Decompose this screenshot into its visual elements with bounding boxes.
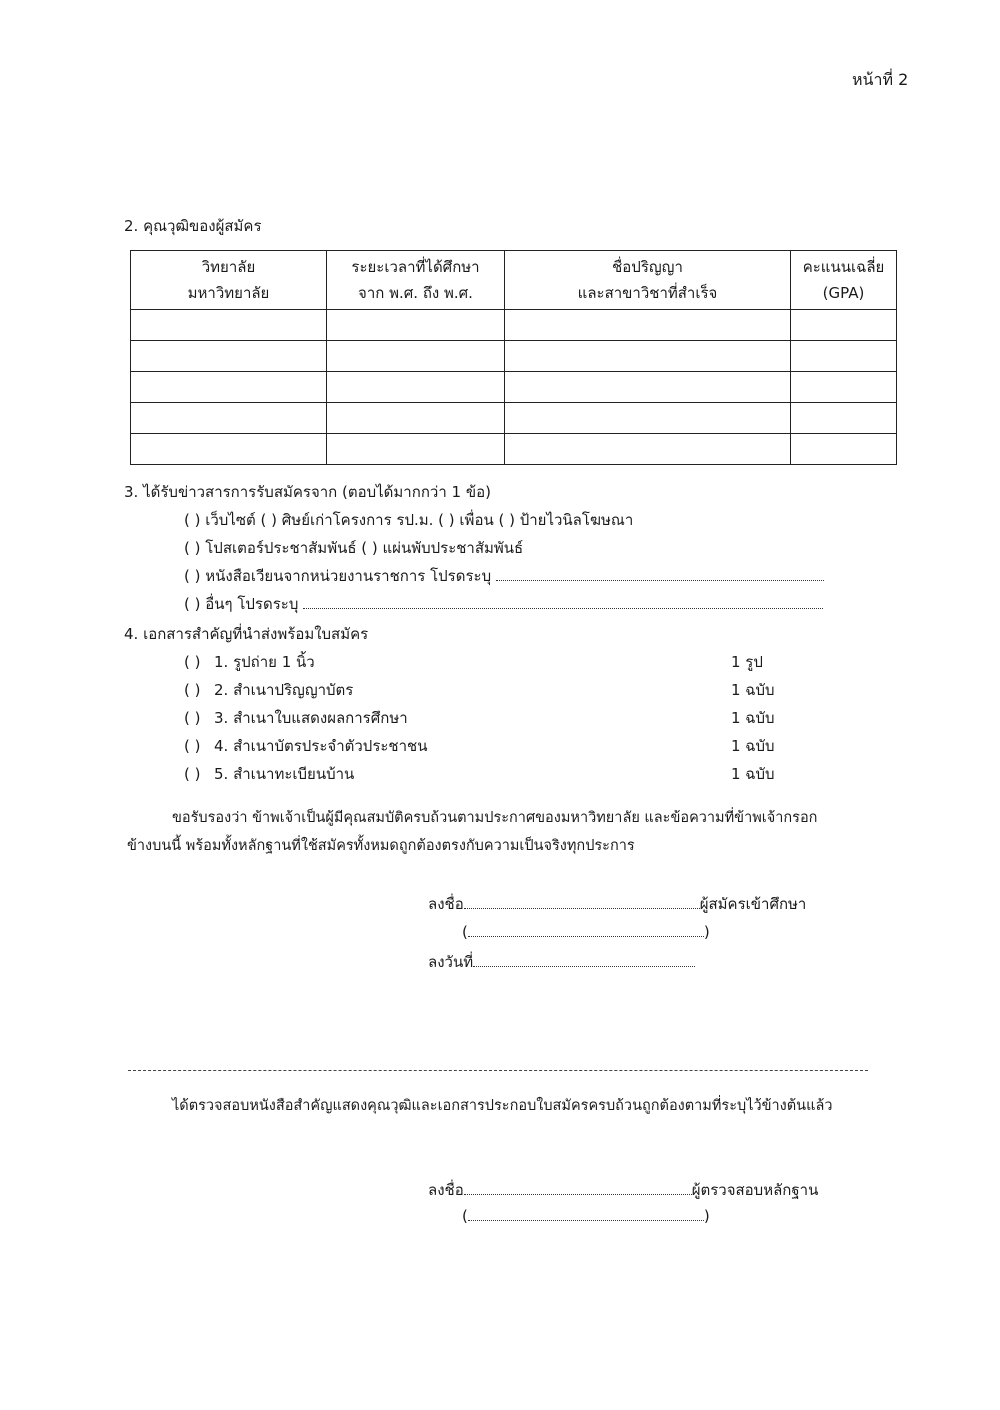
table-cell[interactable] xyxy=(327,310,505,341)
table-cell[interactable] xyxy=(791,434,897,465)
header-study-period: ระยะเวลาที่ได้ศึกษา จาก พ.ศ. ถึง พ.ศ. xyxy=(327,251,505,310)
source-options-line2[interactable]: ( ) โปสเตอร์ประชาสัมพันธ์ ( ) แผ่นพับประชาสัมพันธ์ xyxy=(184,539,524,557)
verifier-name-field[interactable] xyxy=(468,1206,704,1221)
document-item xyxy=(184,762,354,786)
government-specify-field[interactable] xyxy=(496,566,824,581)
applicant-sign-label: ลงชื่อ xyxy=(428,895,464,913)
verifier-sign-label: ลงชื่อ xyxy=(428,1181,464,1199)
document-item xyxy=(184,706,408,730)
header-gpa: คะแนนเฉลี่ย (GPA) xyxy=(791,251,897,310)
document-qty: 1 รูป xyxy=(731,653,763,671)
verification-statement: ได้ตรวจสอบหนังสือสำคัญแสดงคุณวุฒิและเอกสารประกอบใบสมัครครบถ้วนถูกต้องตามที่ระบุไว้ข้างต้นแล้ว xyxy=(172,1098,833,1114)
table-cell[interactable] xyxy=(791,403,897,434)
document-checkbox[interactable]: ( ) xyxy=(184,709,201,727)
source-option-other xyxy=(184,592,823,616)
section4-title: 4. เอกสารสำคัญที่นำส่งพร้อมใบสมัคร xyxy=(124,625,369,643)
table-row xyxy=(131,434,897,465)
paren-open: ( xyxy=(462,1207,468,1225)
table-header-row xyxy=(131,251,897,310)
document-checkbox[interactable]: ( ) xyxy=(184,765,201,783)
document-checkbox[interactable]: ( ) xyxy=(184,737,201,755)
table-cell[interactable] xyxy=(131,341,327,372)
table-cell[interactable] xyxy=(505,310,791,341)
document-item xyxy=(184,734,427,758)
source-option-government xyxy=(184,564,824,588)
table-cell[interactable] xyxy=(791,310,897,341)
table-cell[interactable] xyxy=(131,434,327,465)
table-cell[interactable] xyxy=(327,341,505,372)
source-option-government-label[interactable]: ( ) หนังสือเวียนจากหน่วยงานราชการ โปรดระบุ xyxy=(184,567,492,585)
document-label: 5. สำเนาทะเบียนบ้าน xyxy=(214,765,355,783)
document-item xyxy=(184,650,315,674)
source-options-line1[interactable]: ( ) เว็บไซต์ ( ) ศิษย์เก่าโครงการ รป.ม. ( ) เพื่อน ( ) ป้ายไวนิลโฆษณา xyxy=(184,511,634,529)
table-cell[interactable] xyxy=(505,434,791,465)
section3-title: 3. ได้รับข่าวสารการรับสมัครจาก (ตอบได้มากกว่า 1 ข้อ) xyxy=(124,483,491,501)
applicant-date-line xyxy=(428,950,695,974)
table-row xyxy=(131,372,897,403)
certification-line1: ขอรับรองว่า ข้าพเจ้าเป็นผู้มีคุณสมบัติครบถ้วนตามประกาศของมหาวิทยาลัย และข้อความที่ข้าพเจ้ากรอก xyxy=(172,810,818,826)
applicant-name-field[interactable] xyxy=(468,922,704,937)
table-cell[interactable] xyxy=(131,403,327,434)
table-row xyxy=(131,310,897,341)
section2-title: 2. คุณวุฒิของผู้สมัคร xyxy=(124,217,262,235)
table-row xyxy=(131,403,897,434)
header-degree: ชื่อปริญญา และสาขาวิชาที่สำเร็จ xyxy=(505,251,791,310)
dashed-divider xyxy=(128,1070,868,1071)
certification-line2: ข้างบนนี้ พร้อมทั้งหลักฐานที่ใช้สมัครทั้งหมดถูกต้องตรงกับความเป็นจริงทุกประการ xyxy=(127,838,635,854)
verifier-signature-field[interactable] xyxy=(464,1180,692,1195)
document-label: 2. สำเนาปริญญาบัตร xyxy=(214,681,354,699)
table-cell[interactable] xyxy=(327,372,505,403)
table-row xyxy=(131,341,897,372)
table-cell[interactable] xyxy=(131,310,327,341)
table-cell[interactable] xyxy=(505,403,791,434)
document-checkbox[interactable]: ( ) xyxy=(184,653,201,671)
document-label: 4. สำเนาบัตรประจำตัวประชาชน xyxy=(214,737,428,755)
applicant-name-line xyxy=(462,922,710,941)
table-cell[interactable] xyxy=(131,372,327,403)
verifier-name-line xyxy=(462,1206,710,1225)
verifier-signature-line xyxy=(428,1178,818,1202)
document-label: 1. รูปถ่าย 1 นิ้ว xyxy=(214,653,315,671)
applicant-role: ผู้สมัครเข้าศึกษา xyxy=(699,895,807,913)
header-institution: วิทยาลัย มหาวิทยาลัย xyxy=(131,251,327,310)
applicant-signature-line xyxy=(428,892,806,916)
table-cell[interactable] xyxy=(791,341,897,372)
applicant-date-label: ลงวันที่ xyxy=(428,953,474,971)
document-qty: 1 ฉบับ xyxy=(731,765,775,783)
other-specify-field[interactable] xyxy=(303,594,823,609)
applicant-date-field[interactable] xyxy=(473,952,695,967)
table-cell[interactable] xyxy=(505,372,791,403)
paren-close: ) xyxy=(703,1207,710,1225)
document-item xyxy=(184,678,353,702)
document-label: 3. สำเนาใบแสดงผลการศึกษา xyxy=(214,709,408,727)
table-cell[interactable] xyxy=(791,372,897,403)
paren-open: ( xyxy=(462,923,468,941)
table-cell[interactable] xyxy=(327,434,505,465)
paren-close: ) xyxy=(703,923,710,941)
document-checkbox[interactable]: ( ) xyxy=(184,681,201,699)
source-option-other-label[interactable]: ( ) อื่นๆ โปรดระบุ xyxy=(184,595,299,613)
page-number: หน้าที่ 2 xyxy=(852,70,909,89)
document-qty: 1 ฉบับ xyxy=(731,737,775,755)
verifier-role: ผู้ตรวจสอบหลักฐาน xyxy=(691,1181,819,1199)
table-cell[interactable] xyxy=(505,341,791,372)
document-qty: 1 ฉบับ xyxy=(731,681,775,699)
qualification-table xyxy=(130,250,897,465)
document-qty: 1 ฉบับ xyxy=(731,709,775,727)
applicant-signature-field[interactable] xyxy=(464,894,700,909)
table-cell[interactable] xyxy=(327,403,505,434)
